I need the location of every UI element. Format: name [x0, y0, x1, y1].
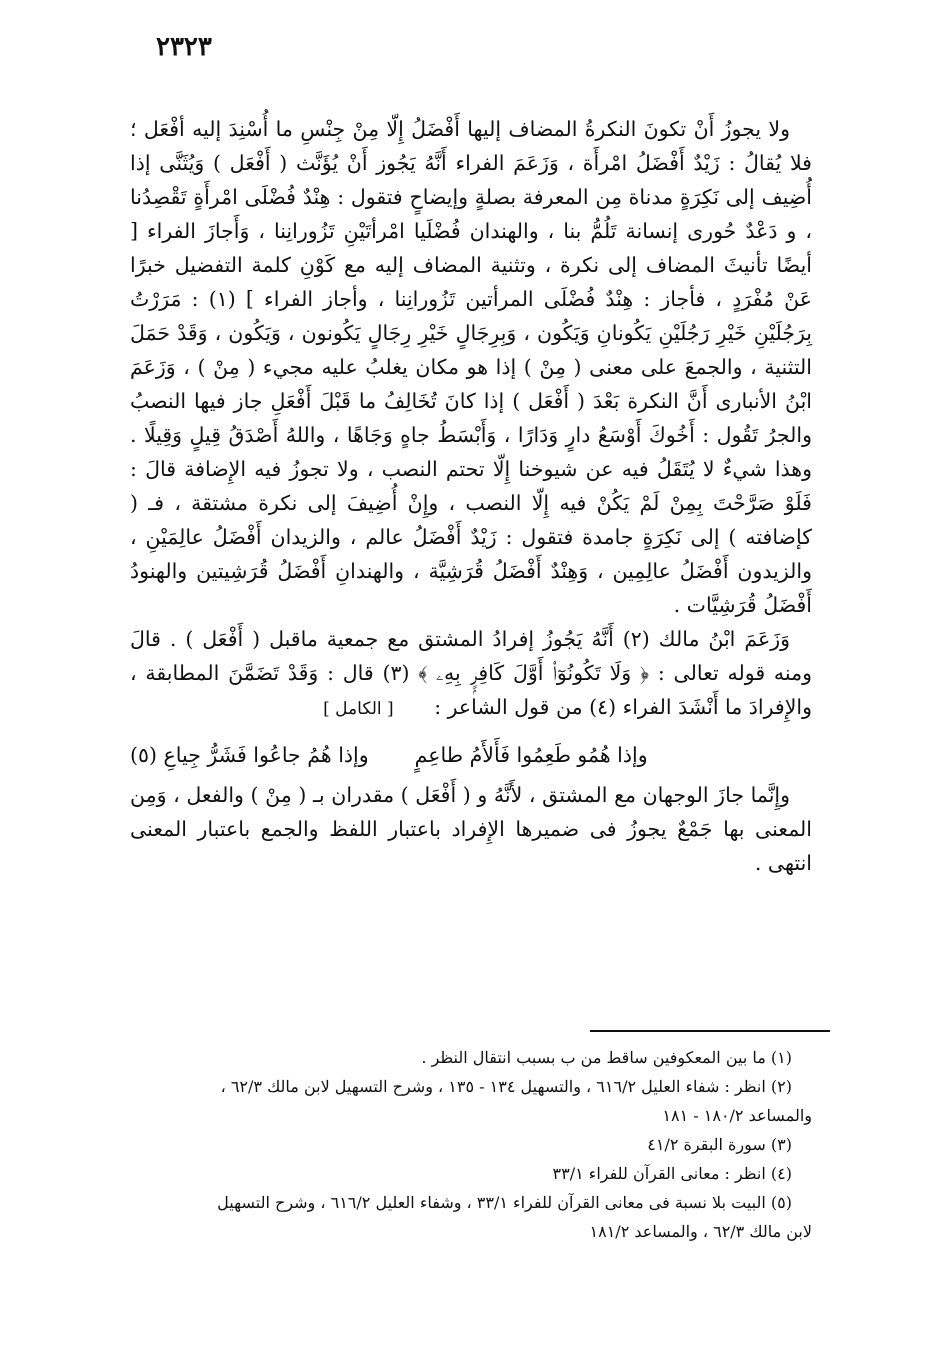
text-line: قُرَشِيتين والهنودُ أَفْضَلُ قُرَشِيَّات . [130, 559, 812, 617]
text-line: تَقْصِدُنا ، و دَعْدٌ حُورى إنسانة تَلُمُّ بنا ، والهندان فُضْلَيا امْرأتَيْنِ تَزُورانِنا ، وَأَجازَ [130, 185, 812, 243]
text-line: وَزَعَمَ ابْنُ مالك (٢) أَنَّهُ يَجُوزُ إفرادُ المشتق مع جمعية ماقبل ( أَفْعَل ) . قالَ [130, 627, 790, 651]
text-line: وإِنَّما جازَ الوجهان مع المشتق ، لأَنَّهُ و ( أَفْعَل ) مقدران بـ ( مِنْ ) والفعل ، وَمِن [130, 783, 790, 807]
verse-first-hemistich: وإذا هُمُو طَعِمُوا فَأَلأَمُ طاعِمٍ [414, 743, 648, 767]
footnote-2-continued: والمساعد ١٨٠/٢ - ١٨١ [662, 1106, 812, 1125]
footnotes [132, 1043, 812, 1246]
footnote-separator [590, 1030, 830, 1032]
paragraph-2 [130, 622, 812, 726]
footnote-4: (٤) انظر : معانى القرآن للفراء ٣٣/١ [552, 1164, 792, 1183]
text-line: مشتقة ، فـ ( كإضافته ) إلى نَكِرَةٍ جامدة فتقول : زَيْدٌ أَفْضَلُ عالم ، والزيدان [130, 491, 812, 549]
footnote-3: (٣) سورة البقرة ٤١/٢ [647, 1135, 792, 1154]
paragraph-3 [130, 778, 812, 880]
text-line: ومنه قوله تعالى : ﴿ وَلَا تَكُونُوٓا۟ أَوَّلَ كَافِرٍۭ بِهِۦ ﴾ (٣) قال : وَقَدْ تَضَمَّنَ المطابقة ، [130, 661, 812, 685]
main-text [130, 112, 812, 880]
text-line: بِرَجُلَيْنِ خَيْرِ رَجُلَيْنِ يَكُونانِ وَيَكُون ، وَبِرِجَالٍ خَيْرِ رِجَالٍ يَكُونون ، وَيَكُون ، وَقَدْ [177, 321, 812, 345]
footnote-2: (٢) انظر : شفاء العليل ٦١٦/٢ ، والتسهيل ١٣٤ - ١٣٥ ، وشرح التسهيل لابن مالك ٦٢/٣ ، [220, 1077, 792, 1096]
poetic-meter-label: [ الكامل ] [323, 699, 394, 719]
text-line: أفْعَل ؛ فلا يُقالُ : زَيْدٌ أَفْضَلُ امْرأَة ، وَزَعَمَ الفراء أَنَّهُ يَجُوز أَنْ يُؤَنَّث ( أَفْعَل ) وَيُثَنَّى [130, 117, 812, 175]
text-line: قِيلٍ وَقِيلًا . وهذا شيءٌ لا يُتَقَلُ فيه عن شيوخنا إِلّا تحتم النصب ، ولا تجوزُ فيه [130, 423, 812, 481]
text-line: النصبُ والجرُ تَقُول : أَخُوكَ أَوْسَعُ دارٍ وَدَارًا ، وَأَبْسَطُ جاهٍ وَجَاهًا ، واللهُ أَصْدَقُ [130, 389, 812, 447]
text-line: خبرًا عَنْ مُفْرَدٍ ، فأجاز : هِنْدٌ فُضْلَى المرأتين تَزُورانِنا ، وأجاز الفراء ] (١) : مَرَرْتُ [130, 253, 812, 311]
page-number: ٢٣٢٣ [156, 32, 212, 62]
footnote-1: (١) ما بين المعكوفين ساقط من ب بسبب انتقال النظر . [421, 1048, 792, 1067]
text-line: حَمَلَ التثنية ، والجمعَ على معنى ( مِنْ ) إذا هو مكان يغلبُ عليه مجيء ( مِنْ ) ، [130, 321, 812, 379]
paragraph-1 [130, 112, 812, 622]
text-line: المعنى بها جَمْعٌ يجوزُ فى ضميرها الإِفراد باعتبار اللفظ والجمع باعتبار المعنى انتهى . [130, 817, 812, 875]
poetry-verse [130, 736, 812, 774]
text-line: أَفْضَلُ عالِمَيْنِ ، والزيدون أَفْضَلُ عالِمِين ، وَهِنْدٌ أَفْضَلُ قُرَشِيَّة ، والهندانِ أَفْضَلُ [130, 525, 812, 583]
text-line: وَزَعَمَ ابْنُ الأنبارى أَنَّ النكرة بَعْدَ ( أَفْعَل ) إذا كانَ تُخَالِفُ ما قَبْلَ أَفْعَلِ جاز فيها [130, 355, 812, 413]
text-line: والإِفرادَ ما أَنْشَدَ الفراء (٤) من قول الشاعر : [434, 695, 812, 719]
text-line: ولا يجوزُ أَنْ تكونَ النكرةُ المضاف إليها أَفْضَلُ إِلّا مِنْ جِنْسِ ما أُسْنِدَ إليه [192, 117, 790, 141]
verse-second-hemistich: وإذا هُمُ جاعُوا فَشَرُّ جِياعِ (٥) [130, 743, 369, 767]
text-line: الإِضافة قالَ : فَلَوْ صَرَّحْتَ بِمِنْ لَمْ يَكُنْ فيه إِلّا النصب ، وإِنْ أُضِيفَ إلى نكرة [130, 457, 812, 515]
footnote-5-continued: لابن مالك ٦٢/٣ ، والمساعد ١٨١/٢ [589, 1222, 812, 1241]
text-line: الفراء [ أيضًا تأنيثَ المضاف إلى نكرة ، وتثنية المضاف إليه مع كَوْنِ كلمة التفضيل [130, 219, 812, 277]
text-line: إذا أُضِيف إلى نَكِرَةٍ مدناة مِن المعرفة بصلةٍ وإيضاحٍ فتقول : هِنْدٌ فُضْلَى امْرأَةٍ [130, 151, 812, 209]
footnote-5: (٥) البيت بلا نسبة فى معانى القرآن للفراء ٣٣/١ ، وشفاء العليل ٦١٦/٢ ، وشرح التسهيل [217, 1193, 792, 1212]
